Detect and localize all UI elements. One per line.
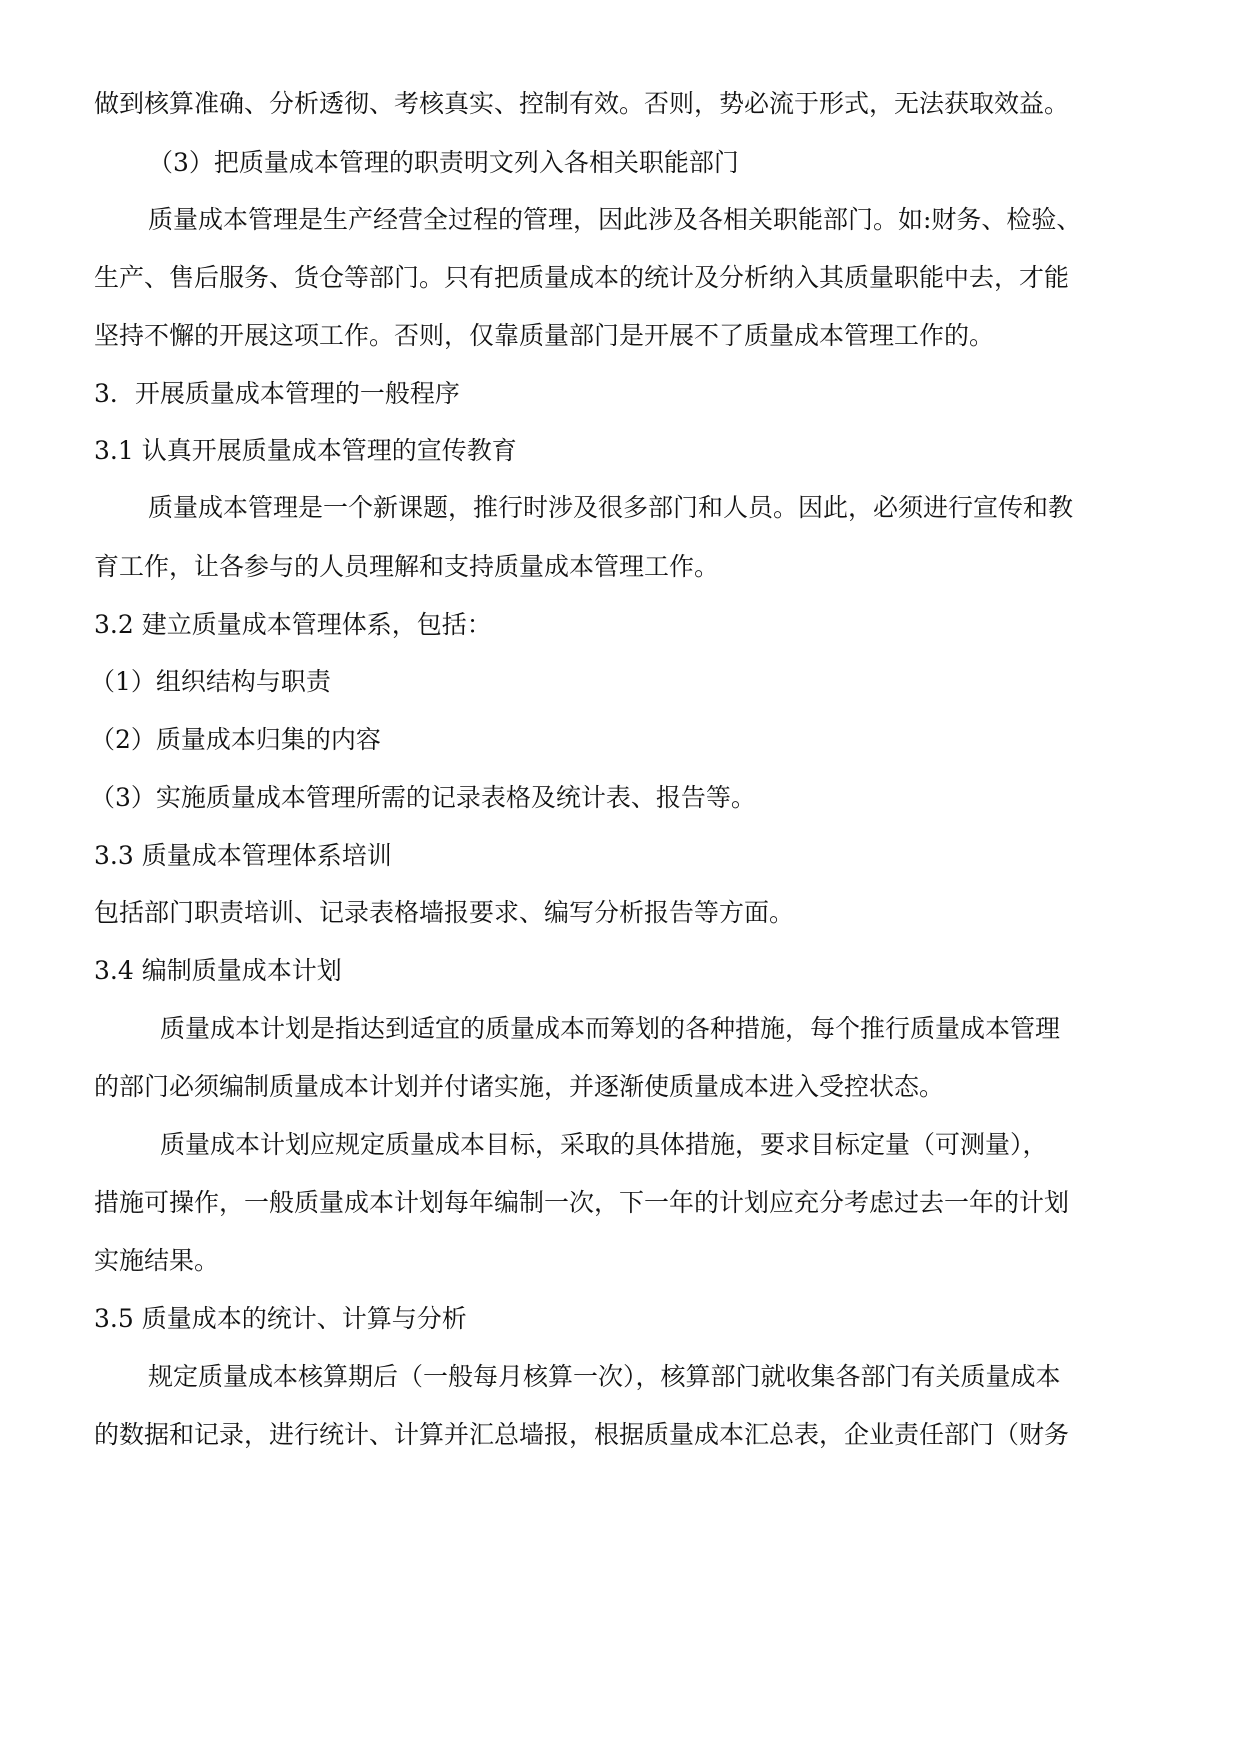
- paragraph-line: 质量成本管理是生产经营全过程的管理，因此涉及各相关职能部门。如:财务、检验、: [148, 205, 1082, 234]
- paragraph-line: 质量成本计划是指达到适宜的质量成本而筹划的各种措施，每个推行质量成本管理: [160, 1014, 1061, 1043]
- paragraph-line: 的数据和记录，进行统计、计算并汇总墙报，根据质量成本汇总表，企业责任部门（财务: [94, 1420, 1070, 1449]
- list-item: （3）实施质量成本管理所需的记录表格及统计表、报告等。: [90, 783, 756, 812]
- paragraph-line: 育工作，让各参与的人员理解和支持质量成本管理工作。: [94, 552, 720, 581]
- subheading-line: （3）把质量成本管理的职责明文列入各相关职能部门: [148, 148, 739, 177]
- paragraph-line: 做到核算准确、分析透彻、考核真实、控制有效。否则，势必流于形式，无法获取效益。: [94, 89, 1070, 118]
- paragraph-line: 生产、售后服务、货仓等部门。只有把质量成本的统计及分析纳入其质量职能中去，才能: [94, 263, 1070, 292]
- section-heading: 3．开展质量成本管理的一般程序: [94, 379, 460, 408]
- section-heading: 3.4 编制质量成本计划: [94, 956, 342, 985]
- paragraph-line: 的部门必须编制质量成本计划并付诸实施，并逐渐使质量成本进入受控状态。: [94, 1072, 945, 1101]
- section-heading: 3.3 质量成本管理体系培训: [94, 841, 392, 870]
- paragraph-line: 规定质量成本核算期后（一般每月核算一次），核算部门就收集各部门有关质量成本: [148, 1362, 1061, 1391]
- list-item: （1）组织结构与职责: [90, 667, 331, 696]
- list-item: （2）质量成本归集的内容: [90, 725, 381, 754]
- paragraph-line: 包括部门职责培训、记录表格墙报要求、编写分析报告等方面。: [94, 898, 795, 927]
- paragraph-line: 实施结果。: [94, 1246, 220, 1275]
- paragraph-line: 坚持不懈的开展这项工作。否则，仅靠质量部门是开展不了质量成本管理工作的。: [94, 321, 995, 350]
- paragraph-line: 质量成本管理是一个新课题，推行时涉及很多部门和人员。因此，必须进行宣传和教: [148, 493, 1074, 522]
- paragraph-line: 措施可操作，一般质量成本计划每年编制一次，下一年的计划应充分考虑过去一年的计划: [94, 1188, 1070, 1217]
- section-heading: 3.5 质量成本的统计、计算与分析: [94, 1304, 467, 1333]
- section-heading: 3.2 建立质量成本管理体系，包括：: [94, 610, 492, 639]
- section-heading: 3.1 认真开展质量成本管理的宣传教育: [94, 436, 517, 465]
- paragraph-line: 质量成本计划应规定质量成本目标，采取的具体措施，要求目标定量（可测量），: [160, 1130, 1048, 1159]
